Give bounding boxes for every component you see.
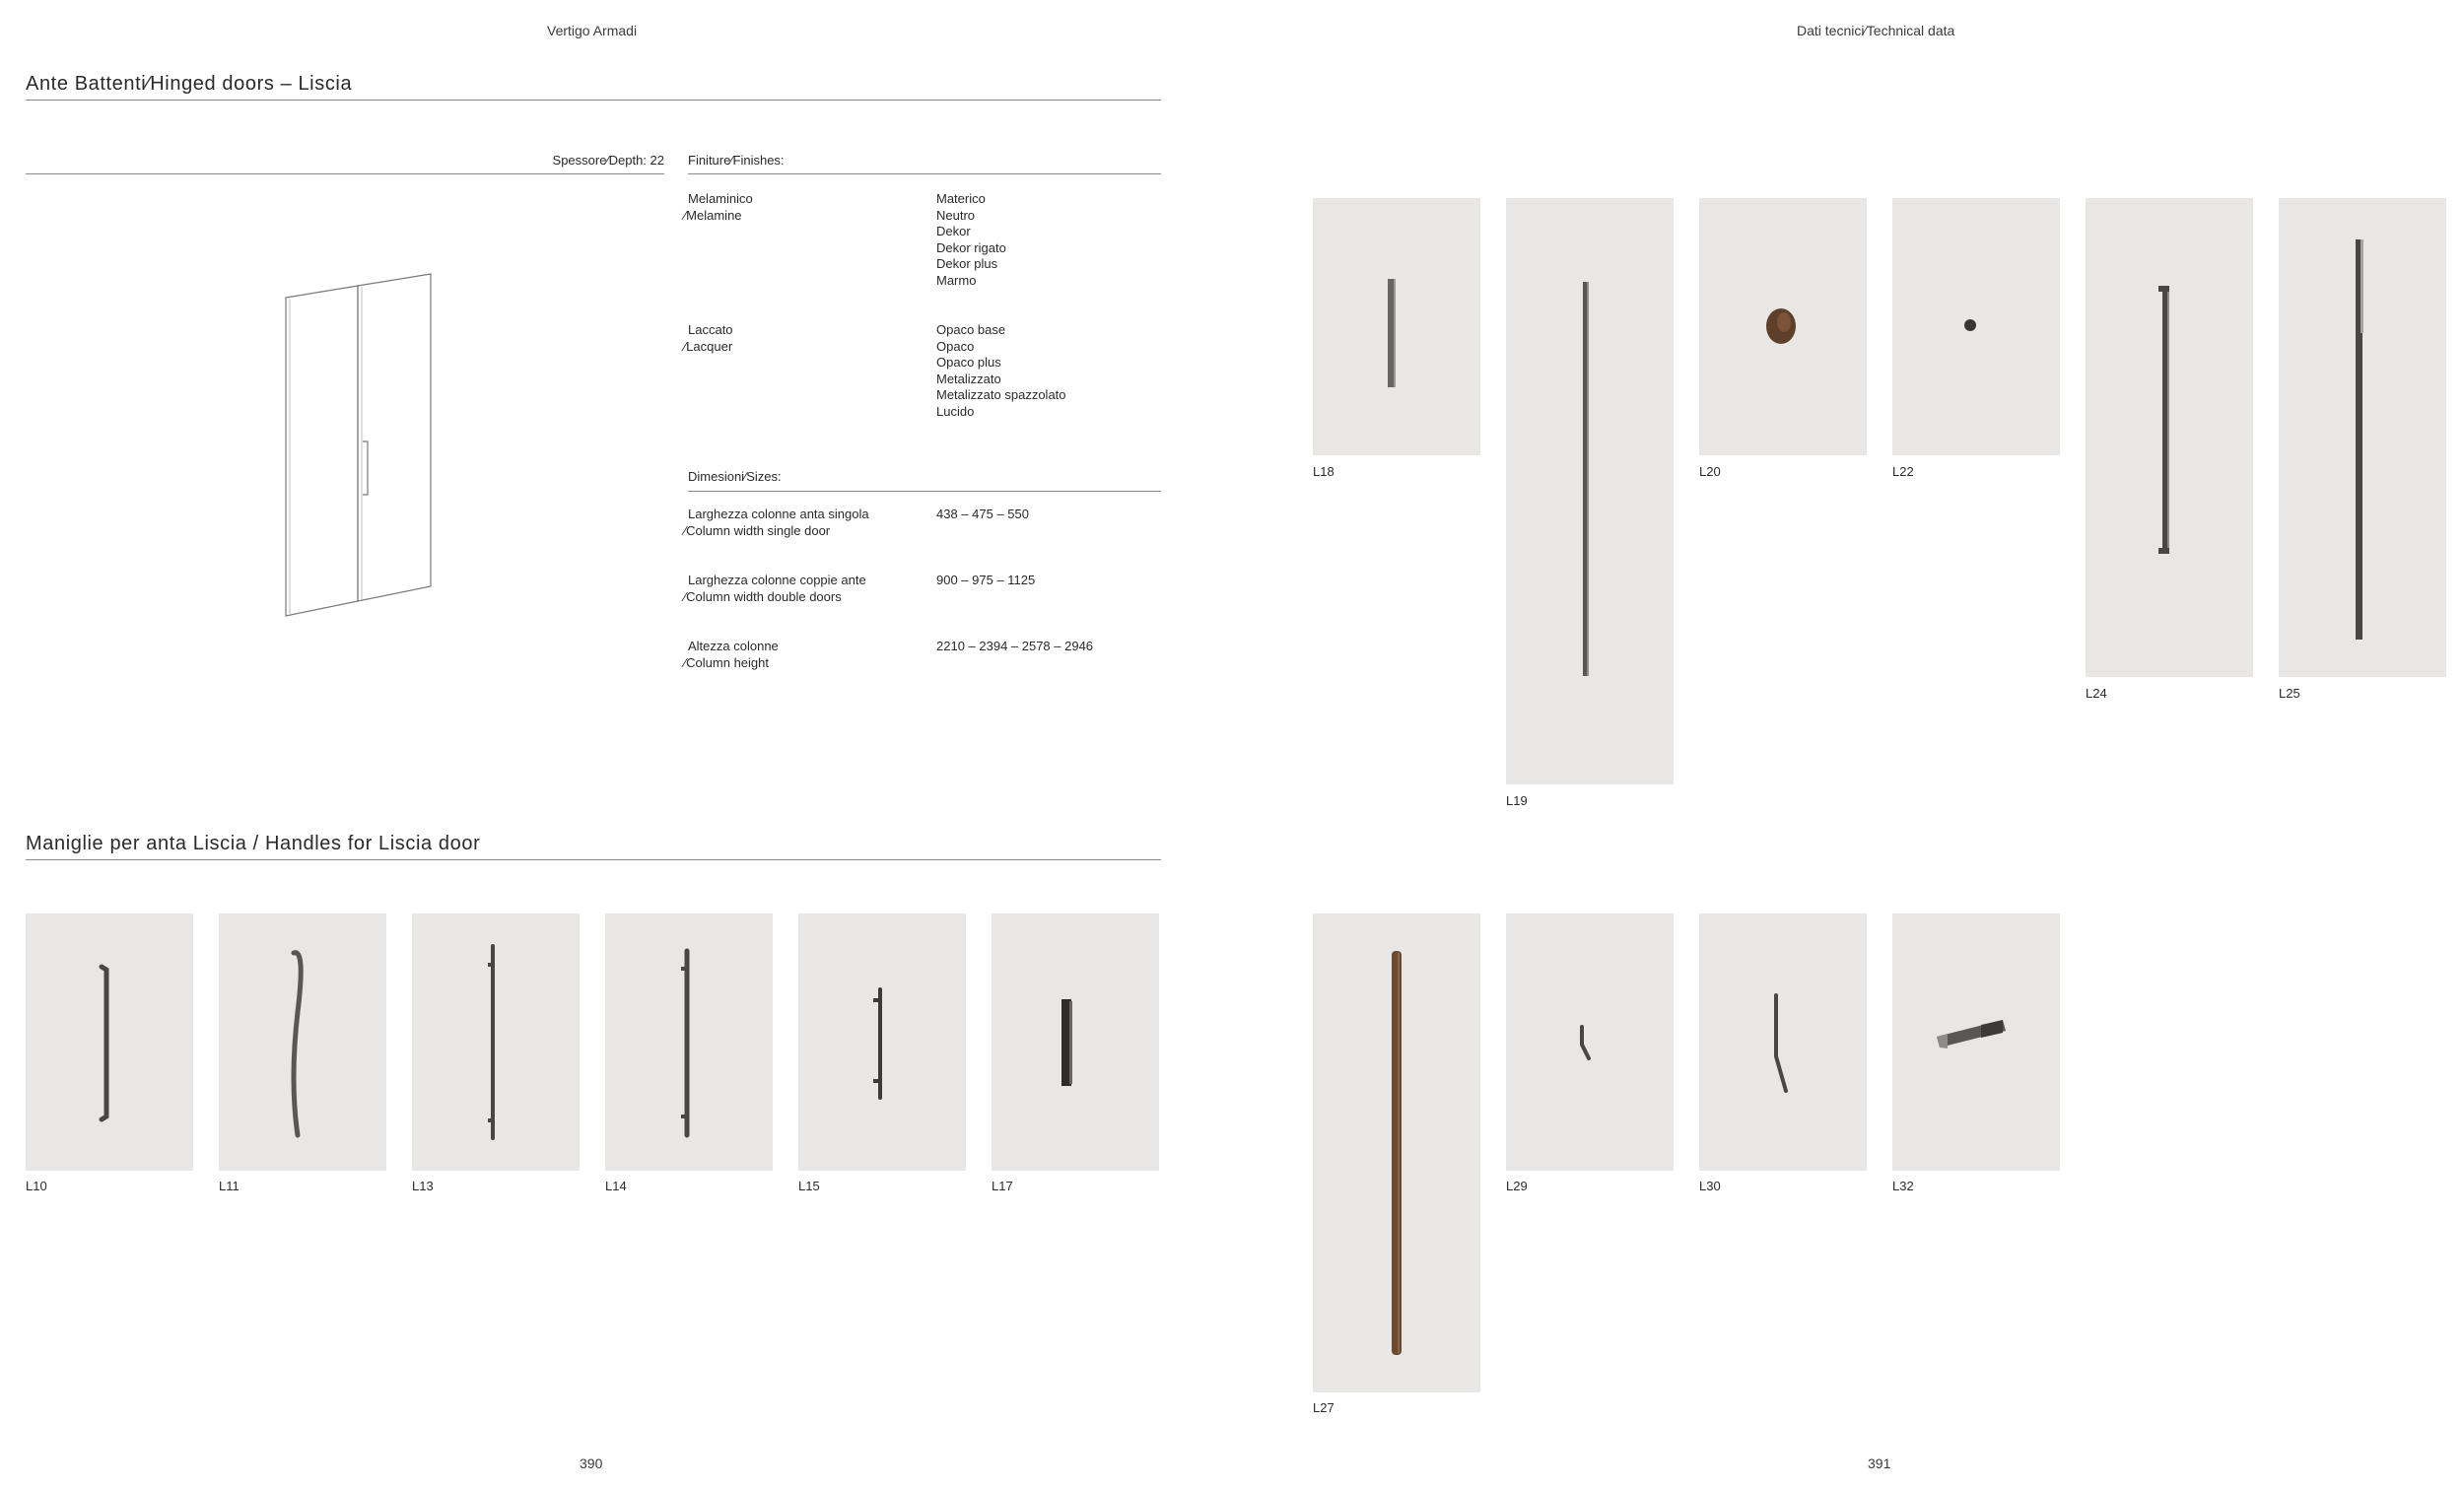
long-bar-handle-icon [412, 914, 580, 1171]
handle-caption: L14 [605, 1179, 627, 1193]
handle-tile-L18 [1313, 198, 1480, 455]
size-label-en: ∕Column width double doors [684, 588, 842, 604]
handle-tile-L27 [1313, 914, 1480, 1392]
handle-caption: L24 [2086, 686, 2107, 701]
handle-tile-L13 [412, 914, 580, 1171]
size-value: 438 – 475 – 550 [936, 507, 1029, 521]
size-label-en: ∕Column height [684, 654, 769, 670]
page-number-right: 391 [1868, 1455, 1891, 1471]
finish-item: Dekor plus [936, 256, 998, 271]
finishes-rule [688, 173, 1161, 174]
handle-caption: L18 [1313, 464, 1335, 479]
short-profile-handle-icon [1313, 198, 1480, 455]
angled-handle-icon [1699, 914, 1867, 1171]
handle-tile-L20 [1699, 198, 1867, 455]
handle-caption: L13 [412, 1179, 434, 1193]
finish-item: Metalizzato spazzolato [936, 387, 1066, 402]
finish-item: Neutro [936, 207, 976, 223]
finish-item: Opaco [936, 338, 975, 354]
finish-item: Metalizzato [936, 371, 1001, 386]
tall-profile-handle-icon [2279, 198, 2446, 677]
size-value: 900 – 975 – 1125 [936, 573, 1036, 587]
handle-caption: L10 [26, 1179, 47, 1193]
handle-tile-L30 [1699, 914, 1867, 1171]
running-header-right: Dati tecnici∕Technical data [1797, 23, 1955, 38]
handle-tile-L25 [2279, 198, 2446, 677]
size-label-en: ∕Column width single door [684, 522, 831, 538]
size-value: 2210 – 2394 – 2578 – 2946 [936, 639, 1094, 653]
finishes-title: Finiture∕Finishes: [688, 153, 785, 168]
size-label: Larghezza colonne anta singola [688, 507, 869, 521]
finish-item: Opaco base [936, 322, 1006, 337]
size-row-single [684, 507, 869, 539]
finish-group-melamine [684, 191, 753, 224]
wood-knob-icon [1699, 198, 1867, 455]
finish-item: Marmo [936, 272, 977, 288]
recessed-handle-icon [992, 914, 1159, 1171]
handle-caption: L32 [1892, 1179, 1914, 1193]
page-number-left: 390 [580, 1455, 603, 1471]
hinged-door-drawing-icon [276, 266, 444, 631]
size-label: Altezza colonne [688, 639, 779, 653]
hook-handle-icon [1506, 914, 1674, 1171]
depth-rule [26, 173, 664, 174]
curved-handle-icon [219, 914, 386, 1171]
depth-label: Spessore∕Depth: 22 [552, 153, 664, 168]
finish-list-melamine [936, 191, 1006, 289]
handle-tile-L22 [1892, 198, 2060, 455]
finish-group-label: Melaminico [688, 191, 753, 206]
sizes-rule [688, 491, 1161, 492]
finish-group-lacquer [684, 322, 733, 355]
sizes-title: Dimesioni∕Sizes: [688, 469, 782, 484]
handles-section-rule [26, 859, 1161, 860]
flat-tab-handle-icon [1892, 914, 2060, 1171]
handle-caption: L27 [1313, 1400, 1335, 1415]
handle-caption: L17 [992, 1179, 1013, 1193]
doors-section-rule [26, 100, 1161, 101]
finish-list-lacquer [936, 322, 1066, 420]
long-bar-handle-icon [605, 914, 773, 1171]
running-header-left: Vertigo Armadi [547, 23, 638, 38]
size-row-height [684, 639, 779, 671]
size-row-double [684, 573, 866, 605]
handle-tile-L29 [1506, 914, 1674, 1171]
handle-caption: L19 [1506, 793, 1528, 808]
finish-item: Dekor [936, 224, 971, 238]
doors-section-title: Ante Battenti∕Hinged doors – Liscia [26, 73, 353, 95]
handle-caption: L30 [1699, 1179, 1721, 1193]
handle-tile-L14 [605, 914, 773, 1171]
tall-profile-handle-icon [1506, 198, 1674, 784]
handle-caption: L20 [1699, 464, 1721, 479]
handle-tile-L19 [1506, 198, 1674, 784]
handles-section-title: Maniglie per anta Liscia / Handles for Liscia door [26, 833, 481, 854]
size-label: Larghezza colonne coppie ante [688, 573, 866, 587]
handle-caption: L29 [1506, 1179, 1528, 1193]
handle-caption: L11 [219, 1179, 240, 1193]
finish-group-label-en: ∕Lacquer [684, 338, 733, 354]
handle-tile-L11 [219, 914, 386, 1171]
tall-bar-handle-icon [2086, 198, 2253, 677]
handle-tile-L24 [2086, 198, 2253, 677]
finish-group-label: Laccato [688, 322, 733, 337]
handle-caption: L15 [798, 1179, 820, 1193]
finish-group-label-en: ∕Melamine [684, 207, 742, 223]
finish-item: Opaco plus [936, 355, 1001, 370]
handle-tile-L17 [992, 914, 1159, 1171]
short-bar-handle-icon [26, 914, 193, 1171]
handle-tile-L10 [26, 914, 193, 1171]
finish-item: Dekor rigato [936, 239, 1006, 255]
handle-tile-L15 [798, 914, 966, 1171]
bar-handle-icon [798, 914, 966, 1171]
finish-item: Materico [936, 191, 986, 206]
small-knob-icon [1892, 198, 2060, 455]
handle-tile-L32 [1892, 914, 2060, 1171]
wood-pole-handle-icon [1313, 914, 1480, 1392]
handle-caption: L25 [2279, 686, 2300, 701]
finish-item: Lucido [936, 403, 975, 419]
handle-caption: L22 [1892, 464, 1914, 479]
